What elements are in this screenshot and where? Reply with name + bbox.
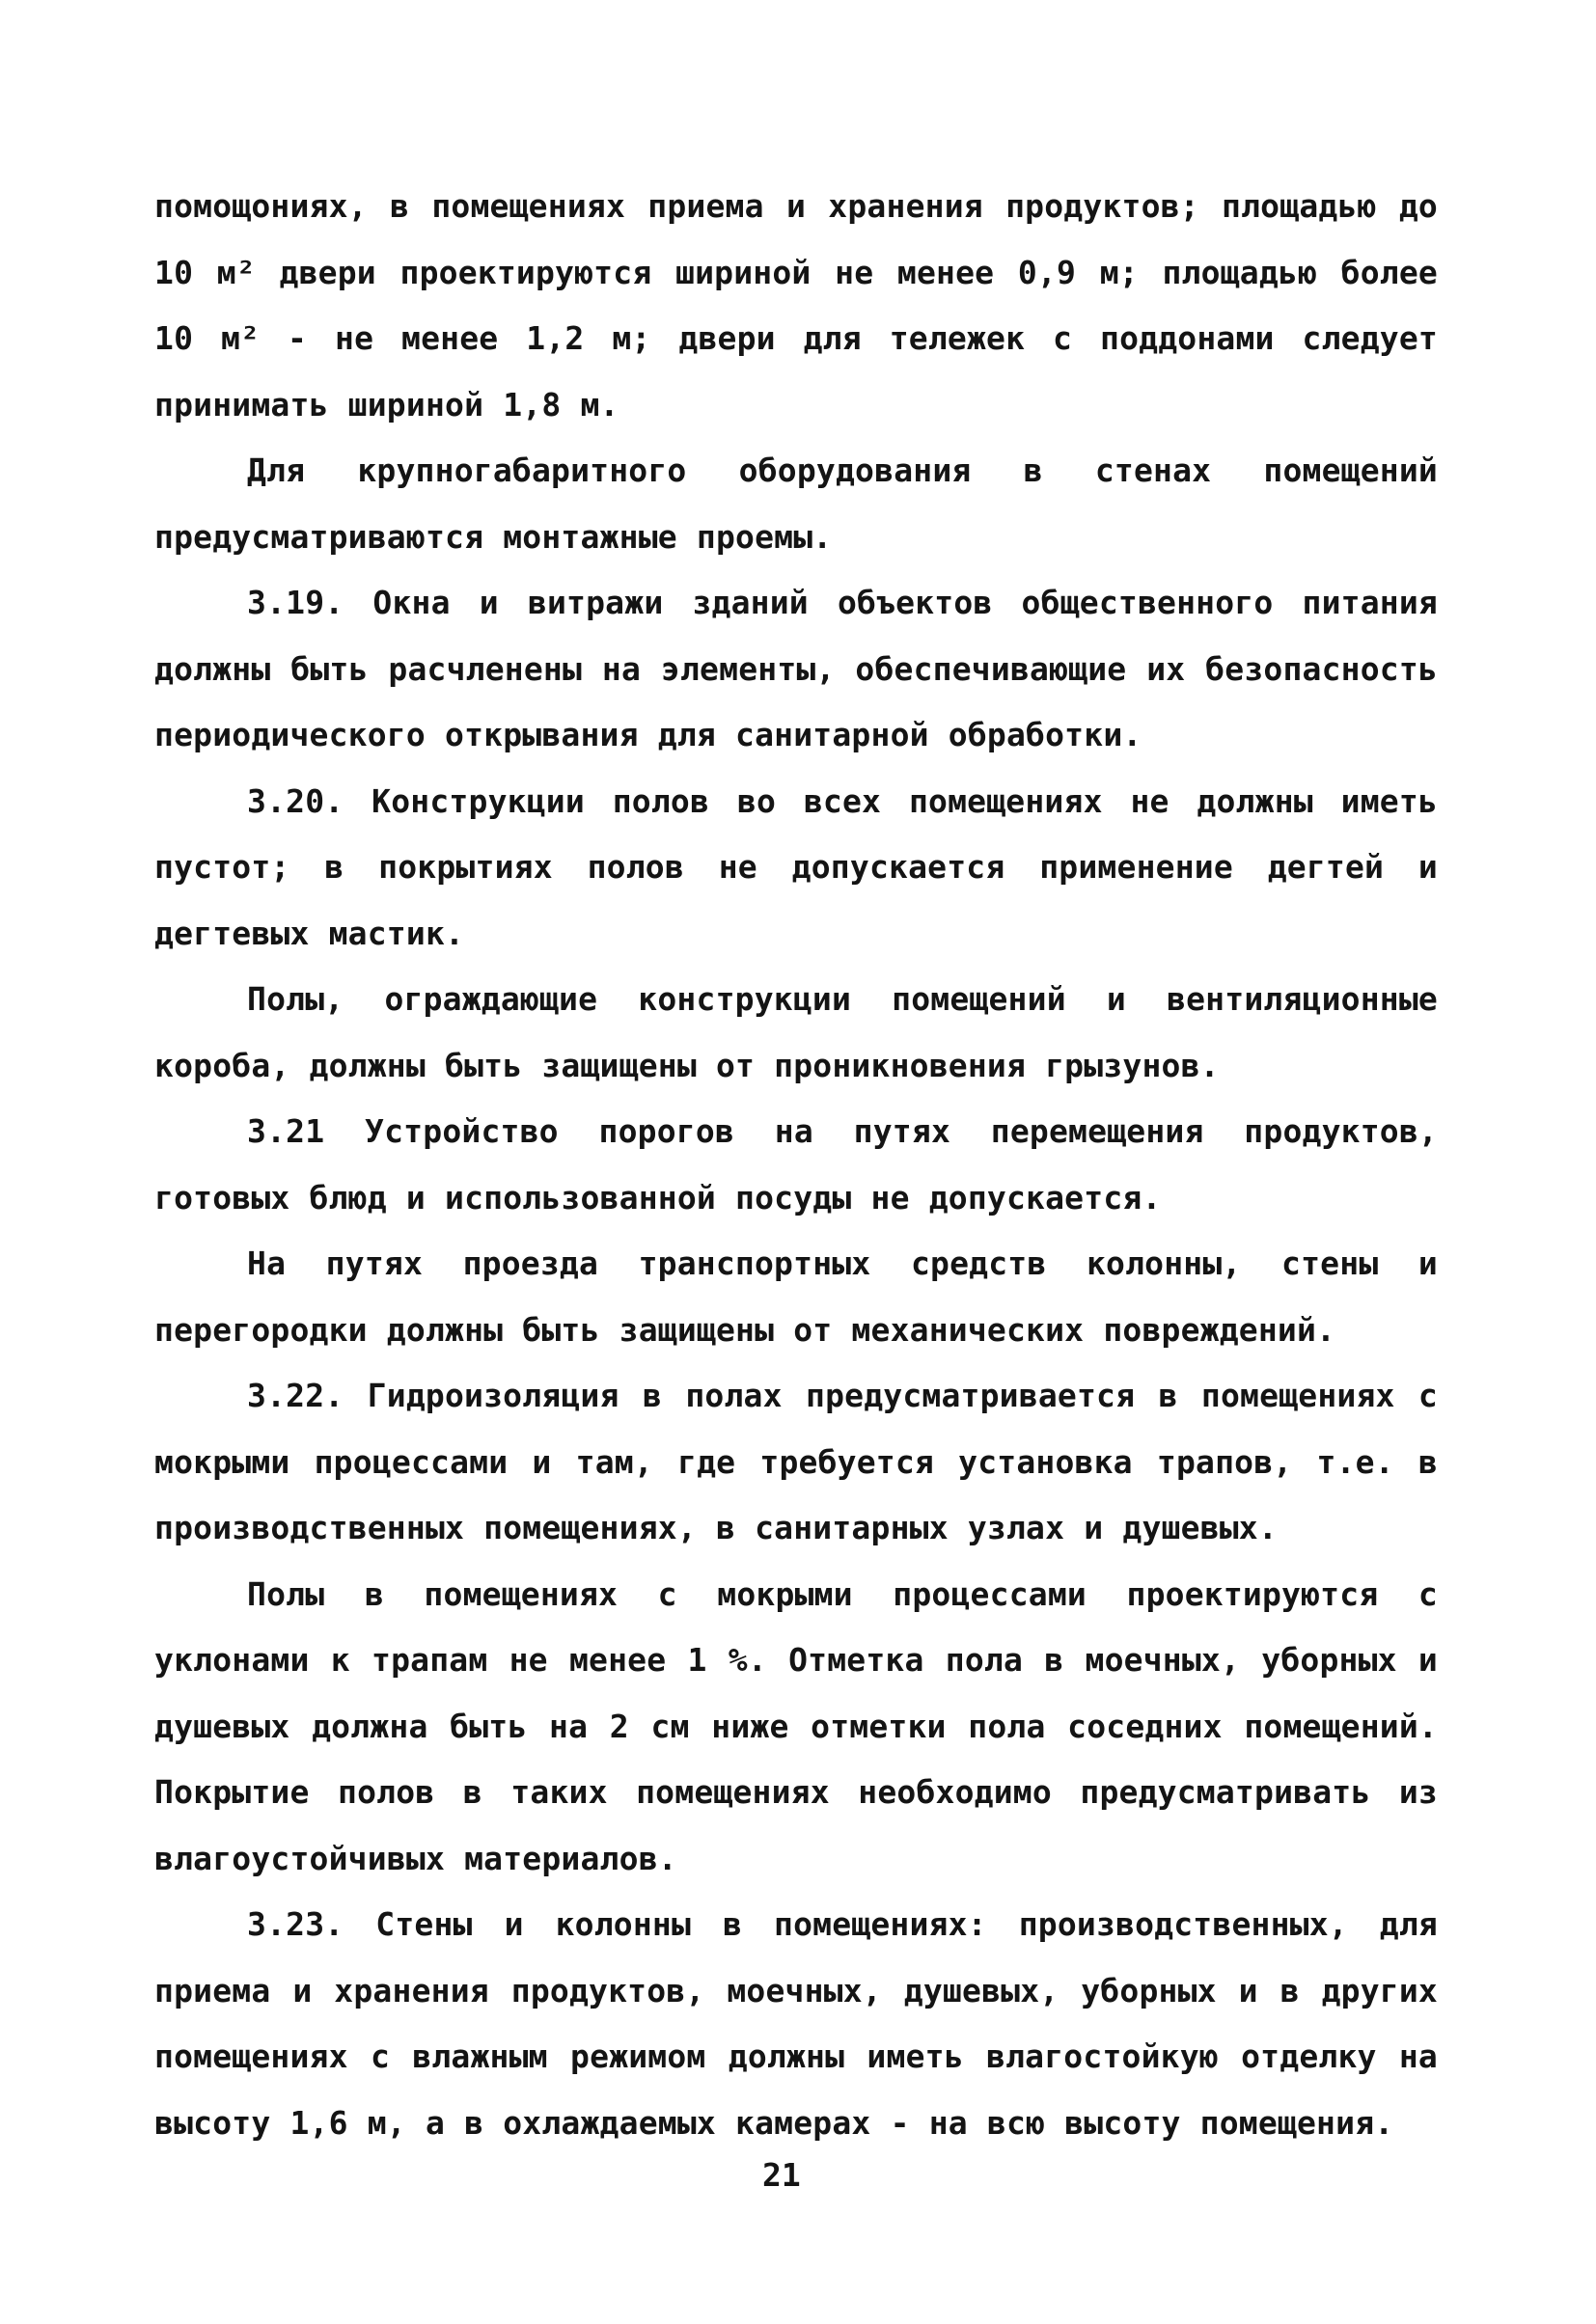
paragraph-floor-slopes: Полы в помещениях с мокрыми процессами проектируются с уклонами к трапам не менее 1 %. Отметка пола в моечных, уборных и душевых должна быть на 2 см ниже отметки пола соседних помещений. Покрытие полов в таких помещениях необходимо предусматривать из влагоустойчивых материалов. xyxy=(154,1574,1438,1877)
paragraph-3-22: 3.22. Гидроизоляция в полах предусматривается в помещениях с мокрыми процессами и там, где требуется установка трапов, т.е. в производственных помещениях, в санитарных узлах и душевых. xyxy=(154,1377,1438,1546)
page-number: 21 xyxy=(762,2156,801,2194)
paragraph-floors-rodents: Полы, ограждающие конструкции помещений и вентиляционные короба, должны быть защищены от проникновения грызунов. xyxy=(154,980,1438,1084)
paragraph-3-20: 3.20. Конструкции полов во всех помещениях не должны иметь пустот; в покрытиях полов не допускается применение дегтей и дегтевых мастик. xyxy=(154,781,1438,952)
paragraph-3-21: 3.21 Устройство порогов на путях перемещения продуктов, готовых блюд и использованной посуды не допускается. xyxy=(154,1112,1438,1217)
paragraph-mounting-openings: Для крупногабаритного оборудования в стенах помещений предусматриваются монтажные проемы. xyxy=(154,451,1438,556)
paragraph-transport-protection: На путях проезда транспортных средств колонны, стены и перегородки должны быть защищены от механических повреждений. xyxy=(154,1244,1438,1349)
paragraph-3-19: 3.19. Окна и витражи зданий объектов общественного питания должны быть расчленены на элементы, обеспечивающие их безопасность периодического открывания для санитарной обработки. xyxy=(154,584,1438,753)
paragraph-3-23: 3.23. Стены и колонны в помещениях: производственных, для приема и хранения продуктов, моечных, душевых, уборных и в других помещениях с влажным режимом должны иметь влагостойкую отделку на высоту 1,6 м, а в охлаждаемых камерах - на всю высоту помещения. xyxy=(154,1905,1438,2142)
body-text xyxy=(154,174,1438,2156)
paragraph-doors: помощониях, в помещениях приема и хранения продуктов; площадью до 10 м² двери проектируются шириной не менее 0,9 м; площадью более 10 м² - не менее 1,2 м; двери для тележек с поддонами следует принимать шириной 1,8 м. xyxy=(154,187,1438,424)
